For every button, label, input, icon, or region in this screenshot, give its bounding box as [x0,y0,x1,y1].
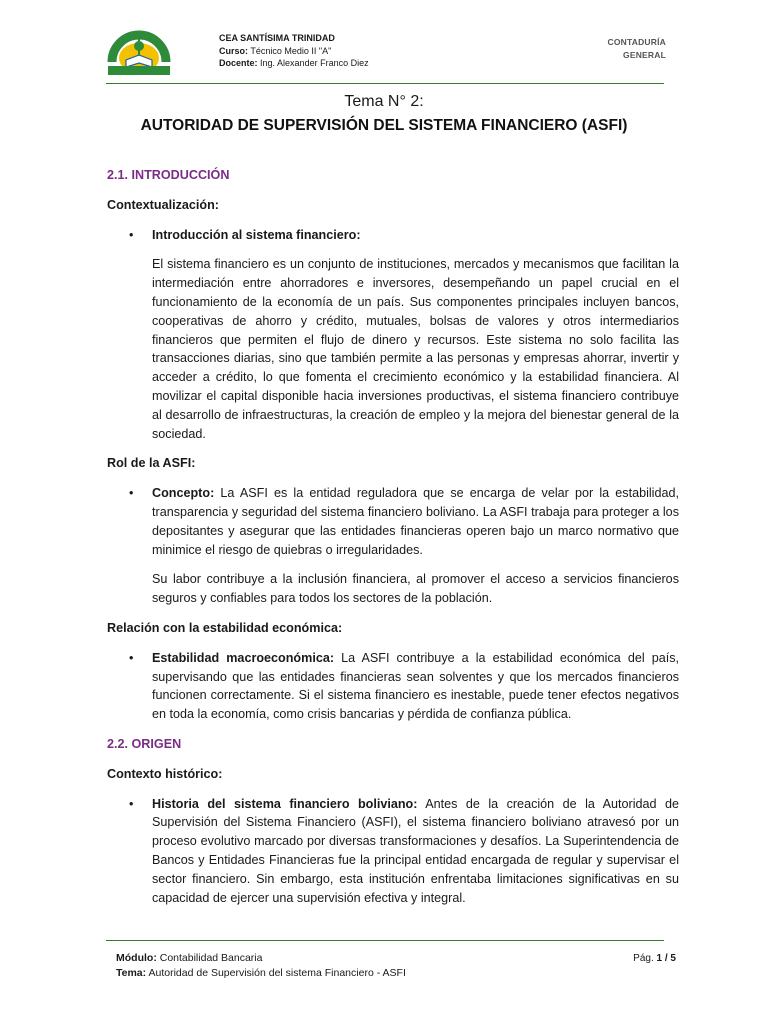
page-number [633,951,676,966]
teacher-label: Docente: [219,58,258,68]
bullet-dot: • [129,650,134,665]
footer-module [116,951,676,966]
footer-topic-label: Tema: [116,967,147,979]
bullet-text: La ASFI es la entidad reguladora que se encarga de velar por la estabilidad, transparencia y seguridad del sistema financiero boliviano. La ASFI trabaja para proteger a los depositantes y asegurar que las entidades financieras operen bajo un marco normativo que minimice el riesgo de quiebras o irregularidades. [152,486,679,557]
page-label: Pág. [633,953,657,964]
topic-title: AUTORIDAD DE SUPERVISIÓN DEL SISTEMA FINANCIERO (ASFI) [140,117,628,134]
document-body [107,166,679,918]
section-heading-introduction: 2.1. INTRODUCCIÓN [107,168,230,182]
subheading-historical-context: Contexto histórico: [107,766,223,781]
paragraph-inclusion: Su labor contribuye a la inclusión financiera, al promover el acceso a servicios financieros seguros y confiables para todos los sectores de la población. [152,572,679,606]
section-heading-origin: 2.2. ORIGEN [107,736,182,751]
bullet-dot: • [129,796,134,811]
bullet-dot: • [129,486,134,501]
footer-topic [116,966,676,981]
bullet-concept [107,484,679,559]
bullet-dot: • [129,227,134,242]
school-info [219,32,369,70]
department-line-2: GENERAL [623,50,666,60]
department-line-1: CONTADURÍA [607,37,666,47]
bullet-title: Historia del sistema financiero boliviano: [152,796,418,811]
subheading-context: Contextualización: [107,197,219,212]
footer-module-label: Módulo: [116,952,157,964]
subheading-economic-stability: Relación con la estabilidad económica: [107,620,343,635]
footer-divider [106,940,664,941]
page-header [106,20,666,84]
teacher-value: Ing. Alexander Franco Diez [260,58,369,68]
footer-module-value: Contabilidad Bancaria [156,952,263,964]
footer-topic-value: Autoridad de Supervisión del sistema Financiero - ASFI [146,967,406,979]
bullet-text: La ASFI contribuye a la estabilidad económica del país, supervisando que las entidades financieras sean solventes y que los mercados financieros funcionen correctamente. Si el sistema financiero es inestable, puede tener efectos negativos en toda la economía, como crisis bancarias y pérdida de confianza pública. [152,650,679,722]
course-label: Curso: [219,45,248,56]
topic-number: Tema N° 2: [344,93,424,110]
school-logo [106,22,172,78]
page-footer [116,951,676,981]
bullet-financial-system [107,226,679,245]
bullet-title: Introducción al sistema financiero: [152,227,361,242]
bullet-title: Estabilidad macroeconómica: [152,650,335,665]
bullet-macro-stability [107,649,679,724]
course-line [219,45,369,58]
bullet-text: Antes de la creación de la Autoridad de Supervisión del Sistema Financiero (ASFI), el sistema financiero boliviano atravesó por un proceso evolutivo marcado por diversas transformaciones y desafíos. La Superintendencia de Bancos y Entidades Financieras fue la principal entidad encargada de regular y supervisar el sector financiero. Sin embargo, esta institución enfrentaba limitaciones significativas en su capacidad de ejercer una supervisión efectiva y integral. [152,796,680,905]
paragraph-financial-system: El sistema financiero es un conjunto de instituciones, mercados y mecanismos que facilitan la intermediación entre ahorradores e inversores, desempeñando un papel crucial en el funcionamiento de la economía de un país. Sus componentes principales incluyen bancos, cooperativas de ahorro y crédito, mutuales, bolsas de valores y otros intermediarios financieros que permiten el flujo de dinero y recursos. Este sistema no solo facilita las transacciones diarias, sino que también permite a las personas y empresas ahorrar, invertir y acceder a crédito, lo que fomenta el crecimiento económico y la estabilidad financiera. Al movilizar el capital disponible hacia inversiones productivas, el sistema financiero contribuye al desarrollo de infraestructuras, la creación de empleo y la mejora del bienestar general de la sociedad. [152,257,679,441]
page-value: 1 / 5 [656,953,676,964]
bullet-title: Concepto: [152,486,215,501]
department [607,36,666,62]
school-name: CEA SANTÍSIMA TRINIDAD [219,33,335,43]
subheading-asfi-role: Rol de la ASFI: [107,456,196,471]
header-divider [106,83,664,84]
teacher-line [219,57,369,70]
bullet-history [107,795,679,908]
course-value: Técnico Medio II "A" [250,45,332,56]
